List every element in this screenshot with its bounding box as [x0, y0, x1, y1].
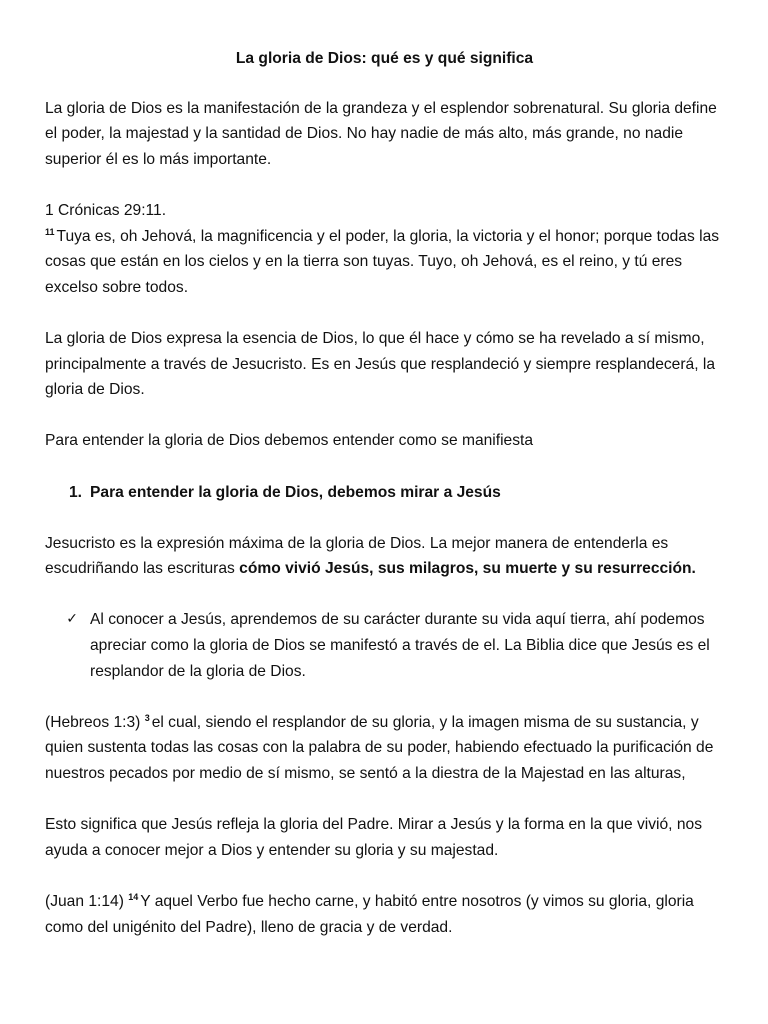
paragraph-essence: La gloria de Dios expresa la esencia de Dios, lo que él hace y cómo se ha revelado a sí mismo, principalmente a través de Jesucristo. Es en Jesús que resplandeció y siempre resplandecerá, la gloria de Dios. [45, 329, 716, 399]
verse-number: 11 [45, 226, 55, 237]
document-title: La gloria de Dios: qué es y qué significa [235, 50, 534, 67]
verse-block-hebreos [45, 710, 724, 787]
paragraph-jesucristo [45, 531, 724, 582]
list-item-text: Para entender la gloria de Dios, debemos mirar a Jesús [90, 483, 501, 501]
checklist-item-text: Al conocer a Jesús, aprendemos de su carácter durante su vida aquí tierra, ahí podemos apreciar como la gloria de Dios se manifestó a través de el. La Biblia dice que Jesús es el resplandor de la gloria de Dios. [90, 611, 710, 680]
verse-text: Tuya es, oh Jehová, la magnificencia y el poder, la gloria, la victoria y el honor; porque todas las cosas que están en los cielos y en la tierra son tuyas. Tuyo, oh Jehová, es el reino, y tú eres excelso sobre todos. [45, 227, 720, 296]
checklist-item [45, 607, 724, 684]
verse-number: 14 [128, 892, 139, 902]
verse-reference: (Hebreos 1:3) [45, 713, 141, 731]
paragraph-bold-text: cómo vivió Jesús, sus milagros, su muerte y su resurrección. [239, 560, 696, 578]
check-icon: ✓ [66, 611, 78, 628]
verse-block-cronicas [45, 198, 724, 300]
numbered-list-item [45, 480, 724, 506]
paragraph-reflection: Esto significa que Jesús refleja la gloria del Padre. Mirar a Jesús y la forma en la que vivió, nos ayuda a conocer mejor a Dios y entender su gloria y su majestad. [45, 816, 702, 859]
paragraph-text: Jesucristo es la expresión máxima de la gloria de Dios. La mejor manera de entenderla es escudriñando las escrituras [45, 534, 669, 578]
verse-text: Y aquel Verbo fue hecho carne, y habitó entre nosotros (y vimos su gloria, gloria como del unigénito del Padre), lleno de gracia y de verdad. [45, 893, 694, 936]
verse-reference: 1 Crónicas 29:11. [45, 201, 167, 219]
verse-reference: (Juan 1:14) [45, 893, 124, 910]
verse-block-juan [45, 889, 724, 940]
verse-number: 3 [144, 712, 150, 723]
paragraph-intro: La gloria de Dios es la manifestación de la grandeza y el esplendor sobrenatural. Su gloria define el poder, la majestad y la santidad de Dios. No hay nadie de más alto, más grande, no nadie superior él es lo más importante. [45, 99, 717, 168]
list-number: 1. [68, 483, 82, 501]
verse-text: el cual, siendo el resplandor de su gloria, y la imagen misma de su sustancia, y quien sustenta todas las cosas con la palabra de su poder, habiendo efectuado la purificación de nuestros pecados por medio de sí mismo, se sentó a la diestra de la Majestad en las alturas, [45, 713, 714, 783]
paragraph-manifest: Para entender la gloria de Dios debemos entender como se manifiesta [45, 432, 534, 450]
